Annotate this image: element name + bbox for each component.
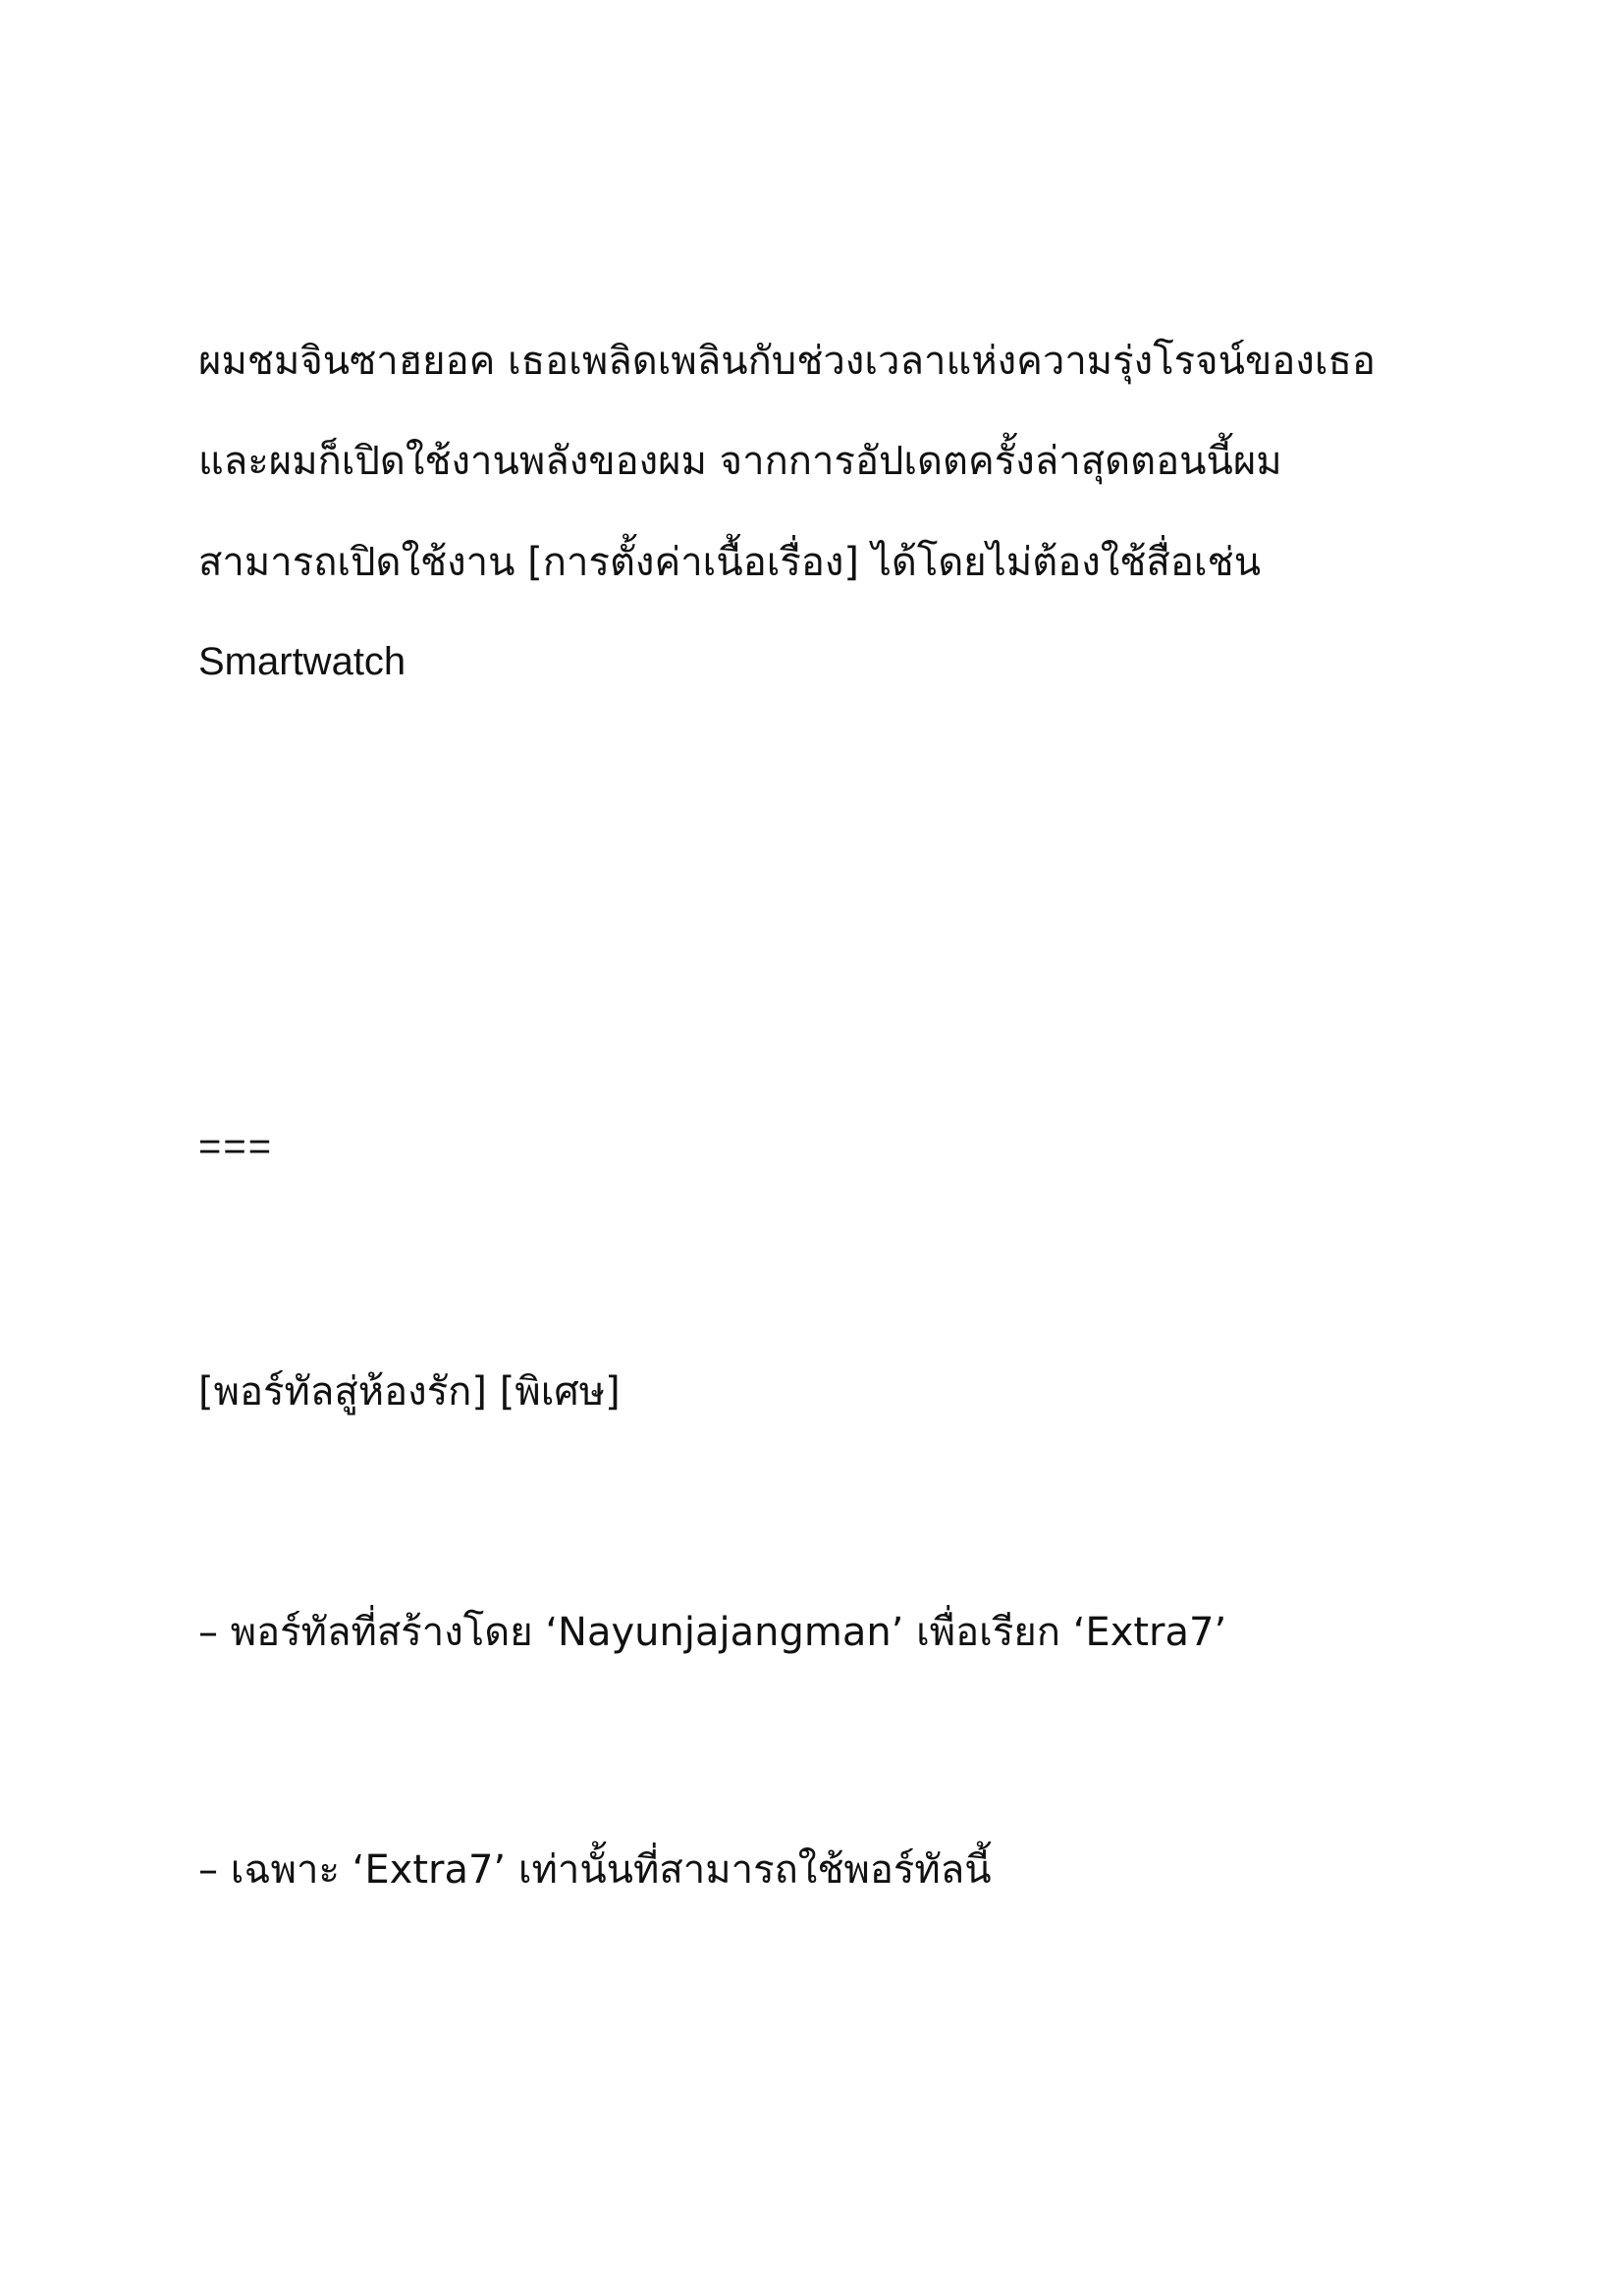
paragraph-line: สามารถเปิดใช้งาน [การตั้งค่าเนื้อเรื่อง] ได้โดยไม่ต้องใช้สื่อเช่น xyxy=(198,540,1262,585)
paragraph-line: และผมก็เปิดใช้งานพลังของผม จากการอัปเดตครั้งล่าสุดตอนนี้ผม xyxy=(198,439,1282,484)
section-heading: [พอร์ทัลสู่ห้องรัก] [พิเศษ] xyxy=(198,1369,621,1415)
paragraph-line: Smartwatch xyxy=(198,640,406,683)
list-item: – พอร์ทัลที่สร้างโดย ‘Nayunjajangman’ เพื่อเรียก ‘Extra7’ xyxy=(198,1610,1227,1655)
list-item: – เฉพาะ ‘Extra7’ เท่านั้นที่สามารถใช้พอร์ทัลนี้ xyxy=(198,1847,992,1893)
section-separator: === xyxy=(198,1125,274,1168)
paragraph-line: ผมชมจินซาฮยอค เธอเพลิดเพลินกับช่วงเวลาแห่งความรุ่งโรจน์ของเธอ xyxy=(198,339,1376,384)
